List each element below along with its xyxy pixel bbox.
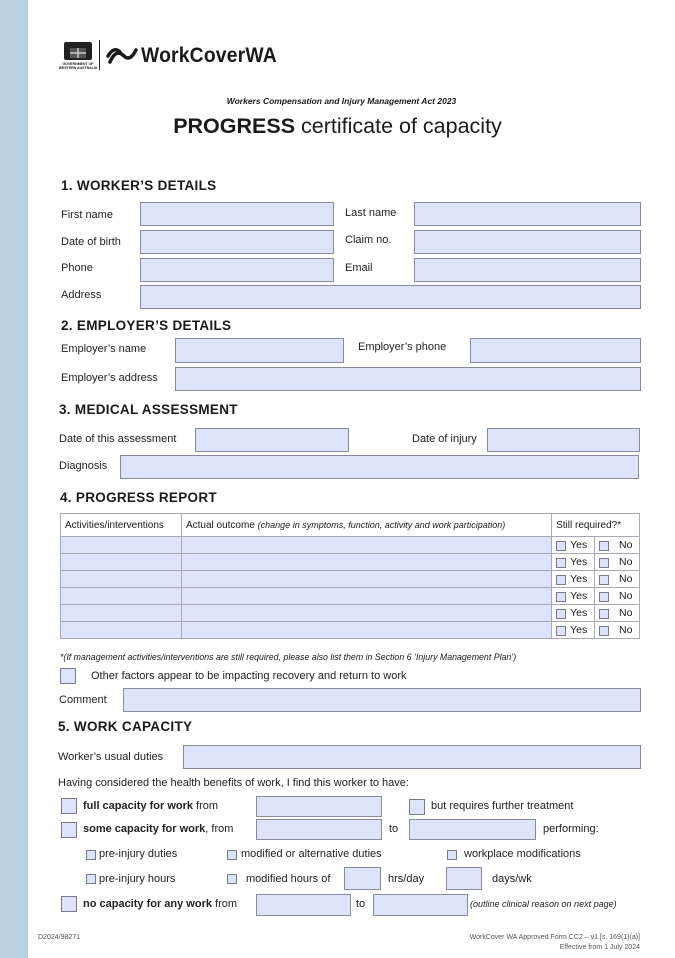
outcome-cell[interactable] (181, 622, 551, 639)
email-label: Email (345, 262, 373, 274)
employer-phone-label: Employer’s phone (358, 341, 447, 353)
table-row (61, 622, 640, 639)
some-capacity-checkbox[interactable] (61, 822, 77, 838)
no-label: No (619, 539, 633, 551)
injury-date-label: Date of injury (412, 433, 477, 445)
yes-cell[interactable] (552, 588, 595, 605)
capacity-intro: Having considered the health benefits of work, I find this worker to have: (58, 777, 409, 789)
no-capacity-label (83, 898, 237, 910)
yes-cell[interactable] (552, 605, 595, 622)
no-label: No (619, 590, 633, 602)
table-row (61, 554, 640, 571)
no-capacity-to-label: to (356, 898, 366, 910)
some-capacity-from-field[interactable] (256, 819, 382, 840)
table-row (61, 571, 640, 588)
pre-injury-duties-label: pre-injury duties (99, 848, 178, 860)
yes-label: Yes (570, 590, 588, 602)
no-checkbox[interactable] (599, 541, 609, 551)
days-per-week-field[interactable] (446, 867, 482, 890)
outcome-cell[interactable] (181, 571, 551, 588)
employer-phone-field[interactable] (470, 338, 641, 363)
outcome-cell[interactable] (181, 605, 551, 622)
section-3-heading: 3. MEDICAL ASSESSMENT (59, 402, 238, 417)
col-outcome-title: Actual outcome (185, 519, 255, 531)
modified-duties-checkbox[interactable] (227, 850, 237, 860)
no-checkbox[interactable] (599, 575, 609, 585)
injury-date-field[interactable] (487, 428, 640, 452)
table-row (61, 588, 640, 605)
yes-checkbox[interactable] (556, 541, 566, 551)
some-capacity-rest: , from (205, 823, 234, 835)
comment-field[interactable] (123, 688, 641, 712)
yes-cell[interactable] (552, 537, 595, 554)
phone-field[interactable] (140, 258, 334, 282)
first-name-label: First name (61, 209, 113, 221)
table-row (61, 605, 640, 622)
no-capacity-checkbox[interactable] (61, 896, 77, 912)
no-checkbox[interactable] (599, 558, 609, 568)
further-treatment-label: but requires further treatment (431, 800, 574, 812)
first-name-field[interactable] (140, 202, 334, 226)
yes-cell[interactable] (552, 554, 595, 571)
claim-label: Claim no. (345, 234, 392, 246)
yes-checkbox[interactable] (556, 575, 566, 585)
some-capacity-to-label: to (389, 823, 399, 835)
comment-label: Comment (59, 694, 107, 706)
days-wk-label: days/wk (492, 873, 532, 885)
progress-report-table (60, 513, 640, 639)
modified-hours-checkbox[interactable] (227, 874, 237, 884)
employer-address-field[interactable] (175, 367, 641, 391)
pre-injury-duties-checkbox[interactable] (86, 850, 96, 860)
no-cell[interactable] (595, 588, 640, 605)
no-label: No (619, 556, 633, 568)
col-outcome-note: (change in symptoms, function, activity and work participation) (257, 519, 506, 530)
no-cell[interactable] (595, 622, 640, 639)
no-checkbox[interactable] (599, 609, 609, 619)
activity-cell[interactable] (61, 571, 182, 588)
government-text: GOVERNMENT OF WESTERN AUSTRALIA (58, 62, 98, 70)
dob-field[interactable] (140, 230, 334, 254)
document-reference: D2024/98271 (38, 934, 81, 941)
workplace-modifications-label: workplace modifications (464, 848, 581, 860)
logo-divider (99, 40, 100, 70)
employer-address-label: Employer’s address (61, 372, 158, 384)
other-factors-checkbox[interactable] (60, 668, 76, 684)
yes-checkbox[interactable] (556, 626, 566, 636)
no-cell[interactable] (595, 571, 640, 588)
usual-duties-label: Worker’s usual duties (58, 751, 164, 763)
title-bold: PROGRESS (173, 114, 296, 138)
col-still-required-header: Still required?* (552, 514, 640, 537)
no-label: No (619, 607, 633, 619)
full-capacity-rest: from (193, 800, 219, 812)
workplace-modifications-checkbox[interactable] (447, 850, 457, 860)
pre-injury-hours-checkbox[interactable] (86, 874, 96, 884)
assessment-date-field[interactable] (195, 428, 349, 452)
title-rest: certificate of capacity (295, 114, 502, 138)
col-outcome-header (181, 514, 551, 537)
outcome-cell[interactable] (181, 537, 551, 554)
section-1-heading: 1. WORKER’S DETAILS (61, 178, 217, 193)
section-5-heading: 5. WORK CAPACITY (58, 719, 193, 734)
outcome-cell[interactable] (181, 554, 551, 571)
table-header-row (61, 514, 640, 537)
last-name-field[interactable] (414, 202, 641, 226)
performing-label: performing: (543, 823, 599, 835)
no-label: No (619, 624, 633, 636)
employer-name-label: Employer’s name (61, 343, 147, 355)
yes-label: Yes (570, 556, 588, 568)
yes-checkbox[interactable] (556, 609, 566, 619)
yes-label: Yes (570, 607, 588, 619)
diagnosis-field[interactable] (120, 455, 639, 479)
no-checkbox[interactable] (599, 592, 609, 602)
workcover-swoosh-icon (106, 44, 138, 70)
yes-checkbox[interactable] (556, 558, 566, 568)
last-name-label: Last name (345, 207, 397, 219)
modified-hours-label: modified hours of (246, 873, 331, 885)
no-cell[interactable] (595, 537, 640, 554)
hrs-day-label: hrs/day (388, 873, 425, 885)
yes-cell[interactable] (552, 571, 595, 588)
other-factors-label: Other factors appear to be impacting recovery and return to work (91, 670, 407, 682)
no-capacity-rest: from (211, 898, 238, 910)
no-label: No (619, 573, 633, 585)
yes-label: Yes (570, 539, 588, 551)
full-capacity-label (83, 800, 218, 812)
modified-duties-label: modified or alternative duties (241, 848, 382, 860)
section-4-heading: 4. PROGRESS REPORT (60, 490, 217, 505)
phone-label: Phone (61, 262, 93, 274)
clinical-reason-note: (outline clinical reason on next page) (470, 899, 617, 909)
further-treatment-checkbox[interactable] (409, 799, 425, 815)
page-title (0, 114, 675, 139)
act-name: Workers Compensation and Injury Management Act 2023 (226, 96, 457, 106)
activity-cell[interactable] (61, 537, 182, 554)
some-capacity-bold: some capacity for work (83, 823, 206, 835)
address-field[interactable] (140, 285, 641, 309)
pre-injury-hours-label: pre-injury hours (99, 873, 176, 885)
still-required-note: *(If management activities/interventions are still required, please also list them in Section 6 ‘Injury Management Plan’) (60, 652, 517, 662)
no-checkbox[interactable] (599, 626, 609, 636)
yes-cell[interactable] (552, 622, 595, 639)
email-field[interactable] (414, 258, 641, 282)
diagnosis-label: Diagnosis (59, 460, 108, 472)
table-row (61, 537, 640, 554)
activity-cell[interactable] (61, 605, 182, 622)
no-capacity-to-field[interactable] (373, 894, 468, 916)
yes-checkbox[interactable] (556, 592, 566, 602)
no-capacity-from-field[interactable] (256, 894, 351, 916)
address-label: Address (61, 289, 102, 301)
outcome-cell[interactable] (181, 588, 551, 605)
no-capacity-bold: no capacity for any work (83, 898, 212, 910)
page-side-band (0, 0, 28, 958)
employer-name-field[interactable] (175, 338, 344, 363)
activity-cell[interactable] (61, 554, 182, 571)
no-cell[interactable] (595, 605, 640, 622)
hours-per-day-field[interactable] (344, 867, 381, 890)
claim-field[interactable] (414, 230, 641, 254)
yes-label: Yes (570, 573, 588, 585)
full-capacity-bold: full capacity for work (83, 800, 194, 812)
assessment-date-label: Date of this assessment (59, 433, 177, 445)
effective-date-text: Effective from 1 July 2024 (559, 944, 640, 951)
activity-cell[interactable] (61, 622, 182, 639)
col-activities-header: Activities/interventions (61, 514, 182, 537)
full-capacity-checkbox[interactable] (61, 798, 77, 814)
activity-cell[interactable] (61, 588, 182, 605)
full-capacity-from-field[interactable] (256, 796, 382, 817)
dob-label: Date of birth (61, 236, 121, 248)
some-capacity-label (83, 823, 233, 835)
usual-duties-field[interactable] (183, 745, 641, 769)
no-cell[interactable] (595, 554, 640, 571)
yes-label: Yes (570, 624, 588, 636)
brand-wordmark: WorkCoverWA (141, 44, 277, 67)
approved-form-text: WorkCover WA Approved Form CC2 – v1 [s. 169(1)(a)] (469, 934, 640, 941)
some-capacity-to-field[interactable] (409, 819, 536, 840)
section-2-heading: 2. EMPLOYER’S DETAILS (61, 318, 232, 333)
